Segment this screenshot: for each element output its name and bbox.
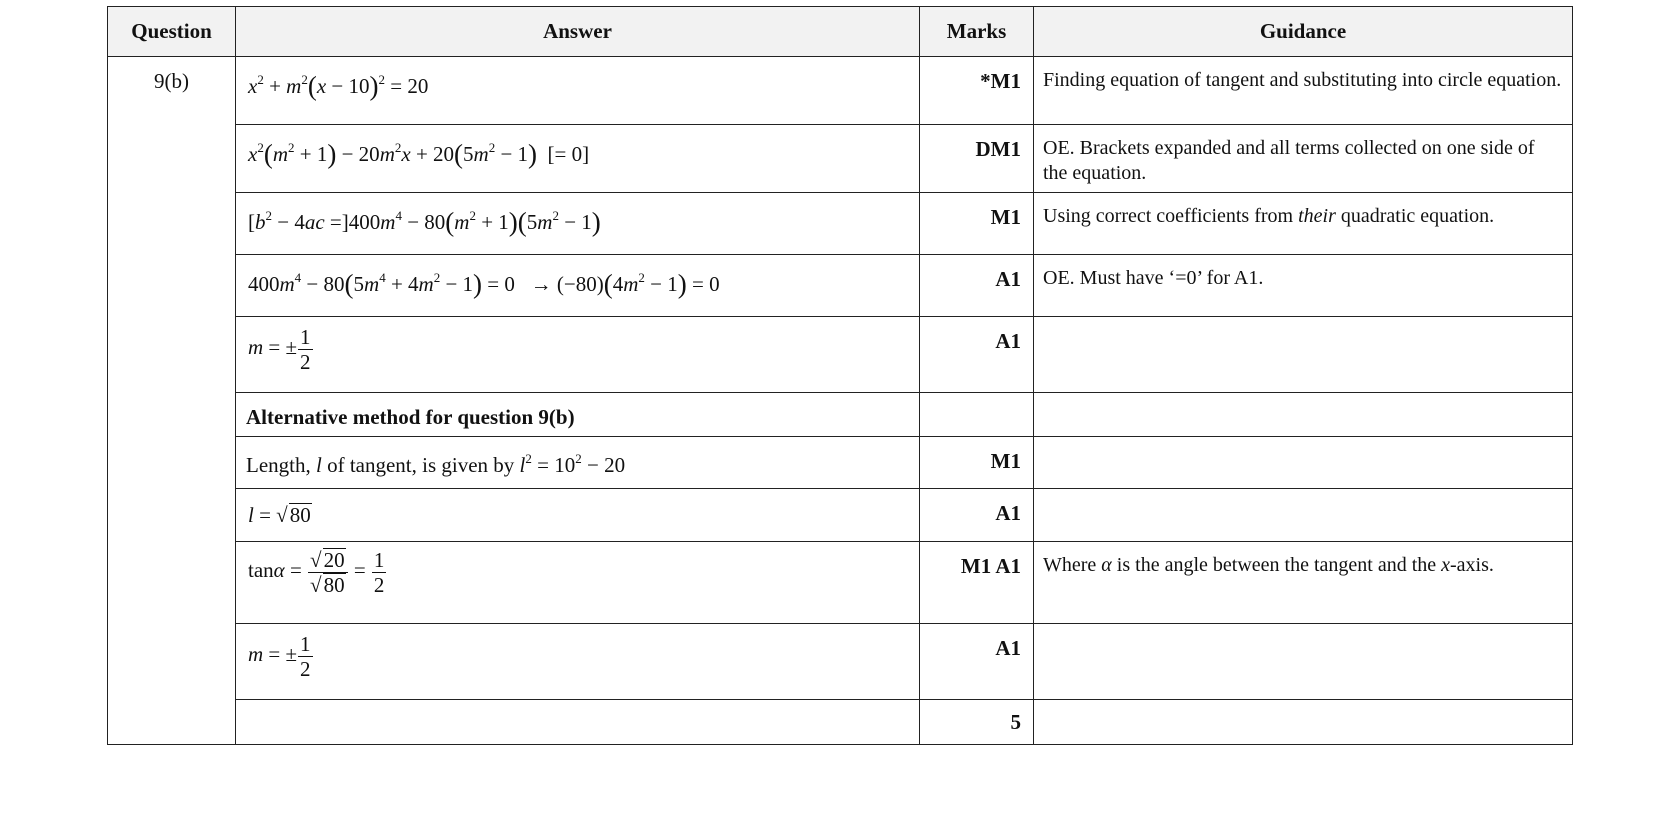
mark-2: DM1 bbox=[920, 125, 1034, 193]
table-row bbox=[108, 700, 1573, 745]
length-symbol: l bbox=[315, 453, 322, 477]
table-row bbox=[108, 489, 1573, 542]
answer-line-alt-3: tanα = $\frac{√20}{√80}$ = $\frac{1}{2}$ bbox=[236, 542, 920, 624]
mark-8: A1 bbox=[920, 489, 1034, 542]
guidance-empty bbox=[1034, 700, 1573, 745]
table-row bbox=[108, 57, 1573, 125]
question-number: 9(b) bbox=[108, 57, 236, 745]
guidance-5 bbox=[1034, 317, 1573, 393]
mark-7: M1 bbox=[920, 437, 1034, 489]
answer-line-alt-1: Length, l of tangent, is given by $l^2 = 10^2 - 20$ bbox=[236, 437, 920, 489]
guidance-4: OE. Must have ‘=0’ for A1. bbox=[1034, 255, 1573, 317]
guidance-3 bbox=[1034, 193, 1573, 255]
header-question: Question bbox=[108, 7, 236, 57]
mark-3: M1 bbox=[920, 193, 1034, 255]
guidance-3-italic: their bbox=[1298, 205, 1336, 227]
guidance-9-text-end: -axis. bbox=[1450, 554, 1494, 576]
x-symbol: x bbox=[1441, 554, 1451, 576]
answer-line-1: $x^2 + m^2(x - 10)^2 = 20$ bbox=[236, 57, 920, 125]
guidance-9 bbox=[1034, 542, 1573, 624]
guidance-1: Finding equation of tangent and substituting into circle equation. bbox=[1034, 57, 1573, 125]
guidance-9-text-mid: is the angle between the tangent and the bbox=[1111, 554, 1442, 576]
header-row bbox=[108, 7, 1573, 57]
header-marks: Marks bbox=[920, 7, 1034, 57]
table-row bbox=[108, 255, 1573, 317]
guidance-9-text: Where bbox=[1043, 554, 1102, 576]
guidance-10 bbox=[1034, 624, 1573, 700]
table-row bbox=[108, 317, 1573, 393]
total-marks: 5 bbox=[920, 700, 1034, 745]
mark-5: A1 bbox=[920, 317, 1034, 393]
mark-scheme-table bbox=[107, 6, 1573, 745]
table-row bbox=[108, 193, 1573, 255]
header-guidance: Guidance bbox=[1034, 7, 1573, 57]
guidance-3-text: Using correct coefficients from bbox=[1043, 205, 1299, 227]
guidance-empty bbox=[1034, 393, 1573, 437]
mark-1: *M1 bbox=[920, 57, 1034, 125]
alpha-symbol: α bbox=[1101, 554, 1112, 576]
table-row bbox=[108, 125, 1573, 193]
mark-9: M1 A1 bbox=[920, 542, 1034, 624]
mark-4: A1 bbox=[920, 255, 1034, 317]
length-text: Length, bbox=[246, 453, 316, 477]
mark-empty bbox=[920, 393, 1034, 437]
table-row bbox=[108, 542, 1573, 624]
header-answer: Answer bbox=[236, 7, 920, 57]
length-text-2: of tangent, is given by bbox=[321, 453, 520, 477]
guidance-2: OE. Brackets expanded and all terms collected on one side of the equation. bbox=[1034, 125, 1573, 193]
answer-line-alt-2: l = √80 bbox=[236, 489, 920, 542]
answer-line-3: $[b^2 - 4ac =]400m^4 - 80(m^2 + 1)(5m^2 - 1)$ bbox=[236, 193, 920, 255]
answer-line-2: $x^2(m^2 + 1) - 20m^2x + 20(5m^2 - 1)$ [= 0] bbox=[236, 125, 920, 193]
table-row bbox=[108, 393, 1573, 437]
answer-line-4: $400m^4 - 80(5m^4 + 4m^2 - 1) = 0 \to (-80)(4m^2 - 1) = 0$ bbox=[236, 255, 920, 317]
table-row bbox=[108, 624, 1573, 700]
table-row bbox=[108, 437, 1573, 489]
answer-line-alt-4: m = ± $\frac{1}{2}$ bbox=[236, 624, 920, 700]
answer-empty bbox=[236, 700, 920, 745]
guidance-7 bbox=[1034, 437, 1573, 489]
alt-method-heading: Alternative method for question 9(b) bbox=[236, 393, 920, 437]
guidance-8 bbox=[1034, 489, 1573, 542]
guidance-3-text-end: quadratic equation. bbox=[1335, 205, 1495, 227]
answer-line-5: m = ± $\frac{1}{2}$ bbox=[236, 317, 920, 393]
mark-10: A1 bbox=[920, 624, 1034, 700]
